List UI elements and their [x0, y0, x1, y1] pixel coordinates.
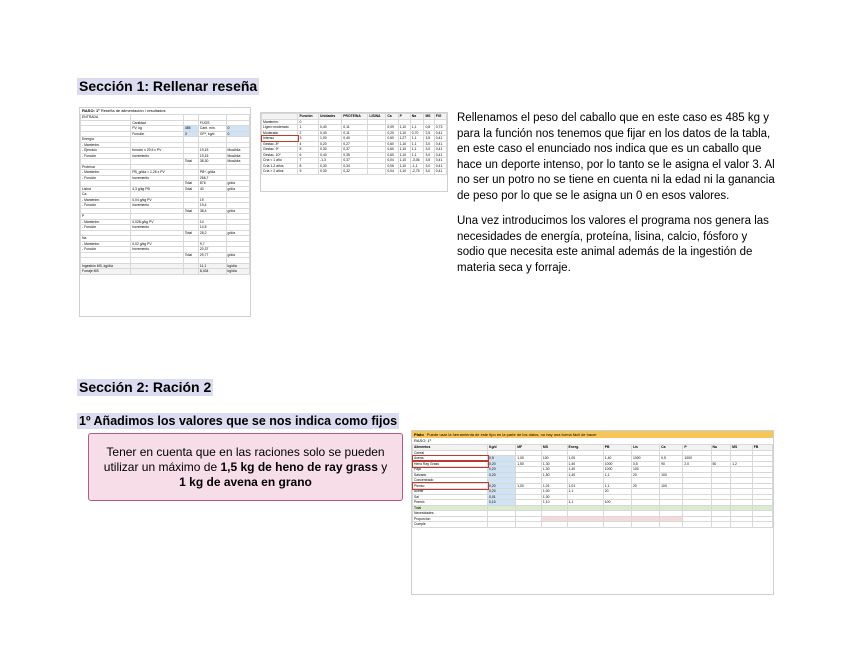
table-cell: Mcal/día — [226, 153, 249, 159]
table-cell: - Mantenim. — [81, 241, 131, 247]
table-cell: 38,30 — [198, 159, 226, 165]
table-cell: 0,10 — [488, 500, 516, 506]
table-cell: 1000 — [603, 461, 631, 467]
table-cell: 0,37 — [342, 147, 368, 153]
column-header: Energ. — [567, 445, 603, 451]
table-cell: Na — [81, 236, 131, 242]
table-cell: PB_g/día = 1,26 x PV — [131, 170, 184, 176]
table-cell: 0,30 — [319, 169, 342, 175]
table-cell: Mantenim. — [262, 119, 298, 125]
table-cell: 0,20 — [488, 472, 516, 478]
table-cell: 1,40 — [567, 461, 603, 467]
table-cell: 19,15 — [198, 153, 226, 159]
table-cell: 0,41 — [434, 163, 446, 169]
table-cell: g/día — [226, 230, 249, 236]
table-cell: 50 — [711, 461, 731, 467]
table-cell: 0,35 — [342, 152, 368, 158]
table-cell: 1,10 — [398, 169, 410, 175]
table-cell: 1,10 — [541, 500, 567, 506]
table-cell: 876 — [198, 181, 226, 187]
table-cell: 20 — [631, 483, 659, 489]
column-header: Ca — [660, 445, 683, 451]
table-cell: kg/día — [226, 263, 249, 269]
section2-subheading: 1º Añadimos los valores que se nos indica como fijos — [79, 414, 398, 428]
table-cell: incremento — [131, 175, 184, 181]
table-cell: 90 — [660, 461, 683, 467]
table-cell: 0,028 g/kg PV — [131, 219, 184, 225]
table-cell: 0,40 — [342, 136, 368, 142]
table-cell: Aceite — [413, 489, 488, 495]
table-cell — [131, 269, 184, 275]
table-cell: 0,11 — [342, 125, 368, 131]
table-cell: Intenso — [262, 136, 298, 142]
note-bold-heno: 1,5 kg de heno de ray grass — [220, 459, 378, 474]
table-cell: Total — [183, 230, 198, 236]
table-cell: incremento — [131, 225, 184, 231]
table-cell: Ligero moderado — [262, 125, 298, 131]
sheet3-table — [412, 444, 773, 528]
function-spreadsheet — [260, 112, 448, 192]
table-cell — [731, 522, 753, 528]
table-cell: 14 — [198, 219, 226, 225]
table-cell: 0,5 — [488, 456, 516, 462]
column-header: FIG — [434, 114, 446, 120]
table-cell: - Función — [81, 225, 131, 231]
table-cell: 1,1 — [567, 489, 603, 495]
table-cell: 1,00 — [319, 136, 342, 142]
table-cell: 100 — [660, 472, 683, 478]
table-cell: 4 — [298, 141, 319, 147]
column-header: Na — [410, 114, 424, 120]
table-cell: Cría < 1 año — [262, 158, 298, 164]
column-header: Kg/d — [488, 445, 516, 451]
table-cell: - Función — [81, 203, 131, 209]
table-cell: Total — [183, 208, 198, 214]
table-cell: 1000 — [603, 467, 631, 473]
note-bold-avena: 1 kg de avena en grano — [179, 474, 312, 489]
table-cell: FIJOS — [198, 120, 226, 126]
table-cell: g/día — [226, 186, 249, 192]
table-cell: 38,4 — [198, 208, 226, 214]
table-cell: 100 — [631, 467, 659, 473]
table-row — [81, 269, 250, 275]
table-cell: 19,15 — [198, 148, 226, 154]
table-cell: Cereal — [413, 450, 488, 456]
table-cell: P — [81, 214, 131, 220]
table-cell: incremento — [131, 203, 184, 209]
table-cell: 1,40 — [567, 472, 603, 478]
table-cell: 0,60 — [386, 136, 398, 142]
table-cell: 0,70 — [410, 130, 424, 136]
table-cell: 3,0 — [424, 141, 434, 147]
table-cell: Lisina — [81, 186, 131, 192]
table-cell — [567, 522, 603, 528]
column-header: Lis — [631, 445, 659, 451]
table-cell: Total — [413, 505, 488, 511]
table-cell: Mcal/día — [226, 148, 249, 154]
table-cell: Cría > 2 años — [262, 169, 298, 175]
table-cell: 0,20 — [488, 489, 516, 495]
table-cell: función x 29,5 x PV — [131, 148, 184, 154]
table-cell: 1,10 — [398, 158, 410, 164]
table-cell: 0,04 — [386, 158, 398, 164]
table-cell: 9,7 — [198, 241, 226, 247]
table-cell: 1,2 — [731, 461, 753, 467]
table-row — [413, 522, 773, 528]
table-cell: 1,00 — [541, 489, 567, 495]
table-cell: 3,5 — [424, 136, 434, 142]
table-cell: 1,27 — [398, 136, 410, 142]
table-cell: Gestac. 9º — [262, 147, 298, 153]
table-cell — [368, 169, 386, 175]
sheet1-subtitle: Reseña de alimentación / resultados — [100, 108, 166, 113]
table-cell: 7 — [298, 158, 319, 164]
table-cell: 1,40 — [603, 456, 631, 462]
table-cell: g/día — [226, 252, 249, 258]
table-cell: ENTRADA — [81, 115, 131, 121]
table-cell: Ingestión MS, kg/día — [81, 263, 131, 269]
sheet1-title: RASO: 1º — [82, 108, 100, 113]
table-cell: 0,41 — [434, 130, 446, 136]
table-cell: 1,1 — [567, 500, 603, 506]
table-cell: 1,01 — [541, 483, 567, 489]
table-cell: 3,0 — [424, 163, 434, 169]
table-cell: 3,0 — [424, 152, 434, 158]
section1-paragraph1: Rellenamos el peso del caballo que en este caso es 485 kg y para la función nos tenemos que fijar en los datos de la tabla, en este caso el enunciado nos indica que es un caballo que hace un deporte intenso, por lo tanto se le asigna el valor 3. Al no ser un potro no se tiene en cuenta ni la edad ni la ganancia de peso por lo que se le asigna un 0 en esos valores. — [457, 112, 775, 202]
table-cell: Total — [183, 159, 198, 165]
column-header: PROTEÍNA — [342, 114, 368, 120]
table-cell: 1,1 — [603, 483, 631, 489]
table-cell: - Ejercicio — [81, 148, 131, 154]
table-cell: 3,0 — [424, 147, 434, 153]
table-cell: 5 — [298, 147, 319, 153]
table-cell: - Función — [81, 175, 131, 181]
table-cell: 9 — [298, 169, 319, 175]
table-cell: 0,04 — [386, 169, 398, 175]
table-cell: 2 — [298, 130, 319, 136]
table-cell: 1,50 — [541, 472, 567, 478]
table-cell: 0,41 — [434, 147, 446, 153]
table-cell: 1,1 — [410, 136, 424, 142]
table-cell: 8 — [298, 163, 319, 169]
table-cell: Sal — [413, 494, 488, 500]
note-text — [101, 445, 390, 490]
table-cell: Función — [131, 131, 184, 137]
table-cell: 0,60 — [386, 152, 398, 158]
table-cell: Concentrado — [413, 478, 488, 484]
table-cell: PV, kg — [131, 126, 184, 132]
racion-spreadsheet — [411, 430, 774, 595]
table-cell: 0,41 — [434, 169, 446, 175]
table-cell: 100 — [660, 483, 683, 489]
note-text-pre: Tener en cuenta que en las raciones solo se pueden utilizar un máximo de — [103, 444, 385, 474]
table-cell: 1,10 — [398, 147, 410, 153]
table-cell: 40 — [198, 186, 226, 192]
table-cell: 0,06 — [386, 163, 398, 169]
table-cell: 485 — [183, 126, 198, 132]
table-cell: 1,1 — [603, 472, 631, 478]
table-cell: 100 — [603, 500, 631, 506]
table-cell: 0,20 — [488, 467, 516, 473]
table-cell — [711, 522, 731, 528]
table-cell: 1000 — [683, 456, 711, 462]
table-cell: 28,2 — [198, 230, 226, 236]
table-cell: Forraje MS — [81, 269, 131, 275]
table-cell: Cría 1-2 años — [262, 163, 298, 169]
table-row — [262, 169, 447, 175]
column-header: Na — [711, 445, 731, 451]
table-cell: 0,20 — [386, 130, 398, 136]
table-cell: 0,30 — [319, 147, 342, 153]
table-cell: 1,10 — [398, 141, 410, 147]
table-cell: Salvado — [413, 472, 488, 478]
table-cell: 1,1 — [410, 125, 424, 131]
table-cell: 1,01 — [567, 483, 603, 489]
sheet2-table — [261, 113, 447, 175]
column-header: MS — [541, 445, 567, 451]
column-header: PB — [603, 445, 631, 451]
table-cell: 0,27 — [342, 141, 368, 147]
table-cell: g/día — [226, 208, 249, 214]
table-cell: - Mantenim. — [81, 142, 131, 148]
column-header: Función — [298, 114, 319, 120]
table-cell: 1,10 — [398, 130, 410, 136]
table-cell: 20 — [603, 489, 631, 495]
table-cell: 20,37 — [198, 247, 226, 253]
table-cell: Avena — [413, 456, 488, 462]
table-cell: Heno Ray Grass — [413, 461, 488, 467]
table-cell: 1,1 — [410, 147, 424, 153]
table-cell: 0,37 — [342, 158, 368, 164]
table-cell: 0,20 — [488, 461, 516, 467]
table-cell: - Mantenim. — [81, 219, 131, 225]
column-header: P — [398, 114, 410, 120]
sheet3-title: Plato — [414, 432, 424, 437]
table-cell: 0,40 — [319, 152, 342, 158]
table-cell: 0,20 — [319, 141, 342, 147]
table-cell: 0,40 — [319, 130, 342, 136]
table-cell: 0,73 — [434, 125, 446, 131]
table-cell: 6 — [298, 152, 319, 158]
table-cell: Total — [183, 186, 198, 192]
table-cell — [516, 522, 542, 528]
table-cell: - Mantenim. — [81, 197, 131, 203]
table-cell: 4,3 g/kg PB — [131, 186, 184, 192]
section1-heading: Sección 1: Rellenar reseña — [79, 78, 258, 94]
table-cell: 3,5 — [424, 158, 434, 164]
column-header: P — [683, 445, 711, 451]
table-cell: Pienso — [413, 483, 488, 489]
table-cell: 2,0 — [683, 461, 711, 467]
sheet3-banner: Puede usar la herramienta de este tipo en la parte de los datos, no hay una forma fácil de hacer — [426, 432, 597, 437]
table-cell: 0,20 — [488, 483, 516, 489]
table-cell: g/día — [226, 181, 249, 187]
table-cell: 29,77 — [198, 252, 226, 258]
table-cell: Energía — [81, 137, 131, 143]
table-cell: Proteína — [81, 164, 131, 170]
table-cell: 0,34 — [342, 163, 368, 169]
table-cell: 0,09 — [386, 125, 398, 131]
table-cell: PB*, g/día — [198, 170, 226, 176]
table-cell: 0,02 g/kg PV — [131, 241, 184, 247]
table-cell: 0,01 — [488, 494, 516, 500]
table-cell: 3 — [298, 136, 319, 142]
table-cell: 19 — [198, 197, 226, 203]
table-cell: 0 — [298, 119, 319, 125]
table-cell: 1,1 — [410, 152, 424, 158]
table-cell: Paja — [413, 467, 488, 473]
table-cell: 1,10 — [398, 163, 410, 169]
table-cell — [488, 522, 516, 528]
table-cell: 1,00 — [541, 494, 567, 500]
table-cell: -3,06 — [410, 158, 424, 164]
table-cell: Gestac. 8º — [262, 141, 298, 147]
table-cell: 0,5 — [660, 456, 683, 462]
table-cell: 1,30 — [541, 461, 567, 467]
column-header: Ca — [386, 114, 398, 120]
table-cell — [631, 522, 659, 528]
table-cell: 1,10 — [398, 152, 410, 158]
table-cell: Necesidades — [413, 511, 488, 517]
table-cell: 0,04 g/kg PV — [131, 197, 184, 203]
table-cell: 1,00 — [516, 483, 542, 489]
table-cell: 3 — [183, 131, 198, 137]
section1-text — [457, 111, 775, 286]
table-cell: 1 — [298, 125, 319, 131]
table-cell: Gestac. 10º — [262, 152, 298, 158]
section1-paragraph2: Una vez introducimos los valores el programa nos genera las necesidades de energía, proteína, lisina, calcio, fósforo y sodio que necesita este animal además de la ingestión de materia seca y forraje. — [457, 215, 769, 274]
table-cell: GP*, kg/d — [198, 131, 226, 137]
column-header: Alimentos — [413, 445, 488, 451]
table-cell: 1,00 — [516, 456, 542, 462]
table-cell: Cantidad — [131, 120, 184, 126]
table-cell: 0 — [226, 131, 249, 137]
column-header: MS — [424, 114, 434, 120]
table-cell — [660, 522, 683, 528]
table-cell: 0,41 — [434, 158, 446, 164]
table-cell: incremento — [131, 247, 184, 253]
column-header: MF — [516, 445, 542, 451]
table-cell: incremento — [131, 153, 184, 159]
table-cell: 8,434 — [198, 269, 226, 275]
table-cell: -2,75 — [410, 169, 424, 175]
table-cell: 20 — [631, 472, 659, 478]
note-box — [88, 433, 403, 501]
table-cell: - Mantenim. — [81, 170, 131, 176]
table-cell: - Función — [81, 247, 131, 253]
table-cell: - Función — [81, 153, 131, 159]
table-cell: 0,41 — [434, 136, 446, 142]
table-cell: 0,60 — [386, 147, 398, 153]
table-cell: 3,0 — [424, 169, 434, 175]
table-cell: 100 — [541, 456, 567, 462]
table-cell: 0,30 — [319, 163, 342, 169]
table-cell: 1,00 — [567, 456, 603, 462]
table-cell: Premix — [413, 500, 488, 506]
table-cell: 1,1 — [410, 141, 424, 147]
column-header: FB — [752, 445, 772, 451]
reseña-spreadsheet — [79, 107, 251, 317]
note-text-mid: y — [377, 459, 388, 474]
table-cell: Total — [183, 181, 198, 187]
table-cell: Total — [183, 252, 198, 258]
table-cell: Cant. mín. — [198, 126, 226, 132]
table-cell: 0,8 — [424, 125, 434, 131]
table-cell — [183, 269, 198, 275]
table-cell: Ca — [81, 192, 131, 198]
table-cell: 0,11 — [342, 130, 368, 136]
column-header: LISINA — [368, 114, 386, 120]
table-cell: 0,32 — [342, 169, 368, 175]
table-cell: 1,10 — [398, 125, 410, 131]
table-cell: 0,60 — [386, 141, 398, 147]
table-cell: Moderado — [262, 130, 298, 136]
table-cell: 0,41 — [434, 141, 446, 147]
sheet3-subtitle: RASO: 1º — [414, 438, 432, 443]
table-cell: 1,40 — [567, 467, 603, 473]
table-cell: 2,5 — [424, 130, 434, 136]
column-header: MS — [731, 445, 753, 451]
table-cell — [752, 522, 772, 528]
table-cell: kg/día — [226, 269, 249, 275]
table-cell: 11,1 — [198, 263, 226, 269]
table-cell — [683, 522, 711, 528]
table-cell — [541, 522, 567, 528]
table-cell: -1,3 — [319, 158, 342, 164]
table-cell: 0,5 — [631, 461, 659, 467]
table-cell: 1,30 — [541, 467, 567, 473]
table-cell: 14,5 — [198, 225, 226, 231]
table-cell: Mcal/día — [226, 159, 249, 165]
table-cell: Cumple — [413, 522, 488, 528]
table-cell: 19,4 — [198, 203, 226, 209]
table-cell: 1,50 — [516, 461, 542, 467]
column-header: Unidades — [319, 114, 342, 120]
table-cell — [603, 522, 631, 528]
table-cell: 1000 — [631, 456, 659, 462]
table-cell: 0,41 — [434, 152, 446, 158]
table-cell: 0,40 — [319, 125, 342, 131]
section2-heading: Sección 2: Ración 2 — [79, 379, 212, 395]
table-cell: 0 — [226, 126, 249, 132]
table-cell: -1,1 — [410, 163, 424, 169]
sheet1-table — [80, 114, 250, 275]
table-cell: 266,7 — [198, 175, 226, 181]
table-cell: Proporción — [413, 516, 488, 522]
